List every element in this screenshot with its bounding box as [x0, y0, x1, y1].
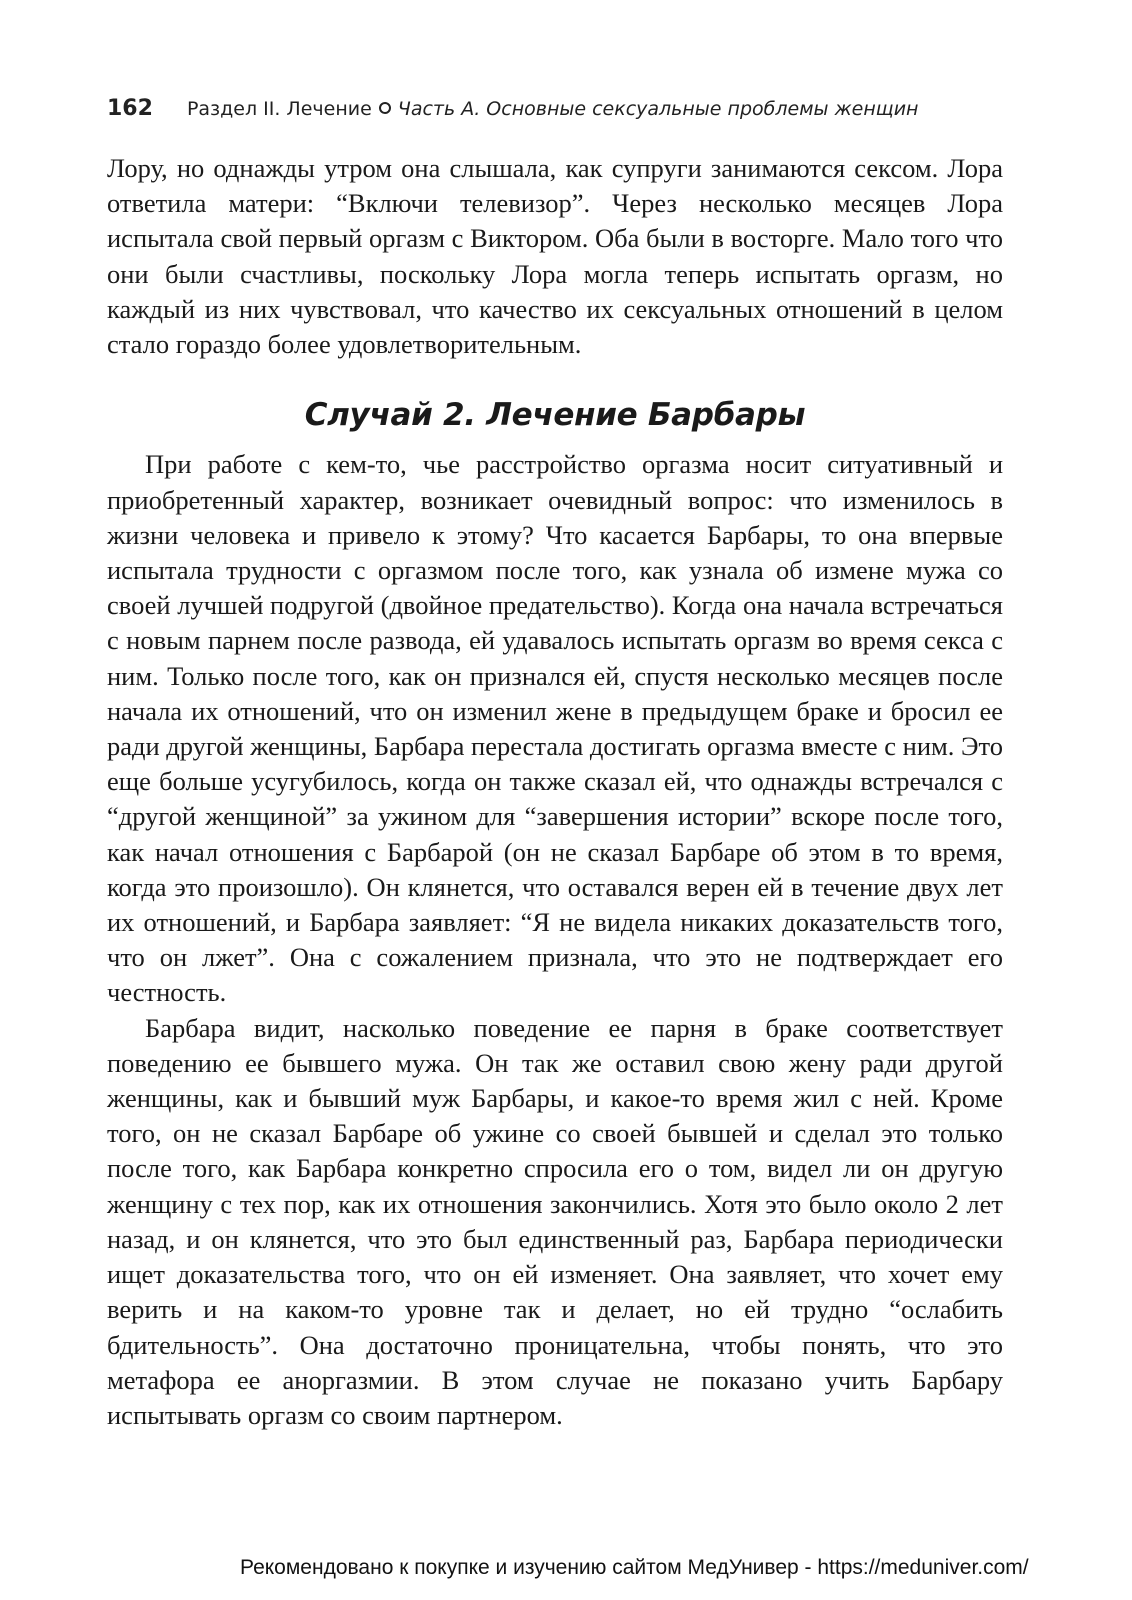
running-header: [107, 96, 1003, 121]
bullet-icon: [379, 102, 391, 114]
section-title: Раздел II. Лечение: [186, 98, 372, 120]
page-body: [107, 151, 1003, 1433]
footer-watermark-link[interactable]: Рекомендовано к покупке и изучению сайтом МедУнивер - https://meduniver.com/: [240, 1556, 1029, 1579]
paragraph: Барбара видит, насколько поведение ее парня в браке соответствует поведению ее бывшего мужа. Он так же оставил свою жену ради другой женщины, как и бывший муж Барбары, и какое-то время жил с ней. Кроме того, он не сказал Барбаре об ужине со своей бывшей и сделал это только после того, как Барбара конкретно спросила его о том, видел ли он другую женщину с тех пор, как их отношения закончились. Хотя это было около 2 лет назад, и он клянется, что это был единственный раз, Барбара периодически ищет доказательства того, что он ей изменяет. Она заявляет, что хочет ему верить и на каком-то уровне так и делает, но ей трудно “ослабить бдительность”. Она достаточно проницательна, чтобы понять, что это метафора ее аноргазмии. В этом случае не показано учить Барбару испытывать оргазм со своим партнером.: [107, 1012, 1003, 1430]
paragraph-continued: Лору, но однажды утром она слышала, как супруги занимаются сексом. Лора ответила матери: “Включи телевизор”. Через несколько месяцев Лора испытала свой первый оргазм с Виктором. Оба были в восторге. Мало того что они были счастливы, поскольку Лора могла теперь испытать оргазм, но каждый из них чувствовал, что качество их сексуальных отношений в целом стало гораздо более удовлетворительным.: [107, 153, 1003, 360]
case-heading: Случай 2. Лечение Барбары: [304, 397, 806, 434]
paragraph: При работе с кем-то, чье расстройство оргазма носит ситуативный и приобретенный характер, возникает очевидный вопрос: что изменилось в жизни человека и привело к этому? Что касается Барбары, то она впервые испытала трудности с оргазмом после того, как узнала об измене мужа со своей лучшей подругой (двойное предательство). Когда она начала встречаться с новым парнем после развода, ей удавалось испытать оргазм во время секса с ним. Только после того, как он признался ей, спустя несколько месяцев после начала их отношений, что он изменил жене в предыдущем браке и бросил ее ради другой женщины, Барбара перестала достигать оргазма вместе с ним. Это еще больше усугубилось, когда он также сказал ей, что однажды встречался с “другой женщиной” за ужином для “завершения истории” вскоре после того, как начал отношения с Барбарой (он не сказал Барбаре об этом в то время, когда это произошло). Он клянется, что оставался верен ей в течение двух лет их отношений, и Барбара заявляет: “Я не видела никаких доказательств того, что он лжет”. Она с сожалением признала, что это не подтверждает его честность.: [107, 449, 1004, 1008]
book-page: [107, 96, 1003, 1433]
part-title: Часть А. Основные сексуальные проблемы женщин: [397, 98, 919, 120]
page-number: 162: [107, 96, 153, 121]
